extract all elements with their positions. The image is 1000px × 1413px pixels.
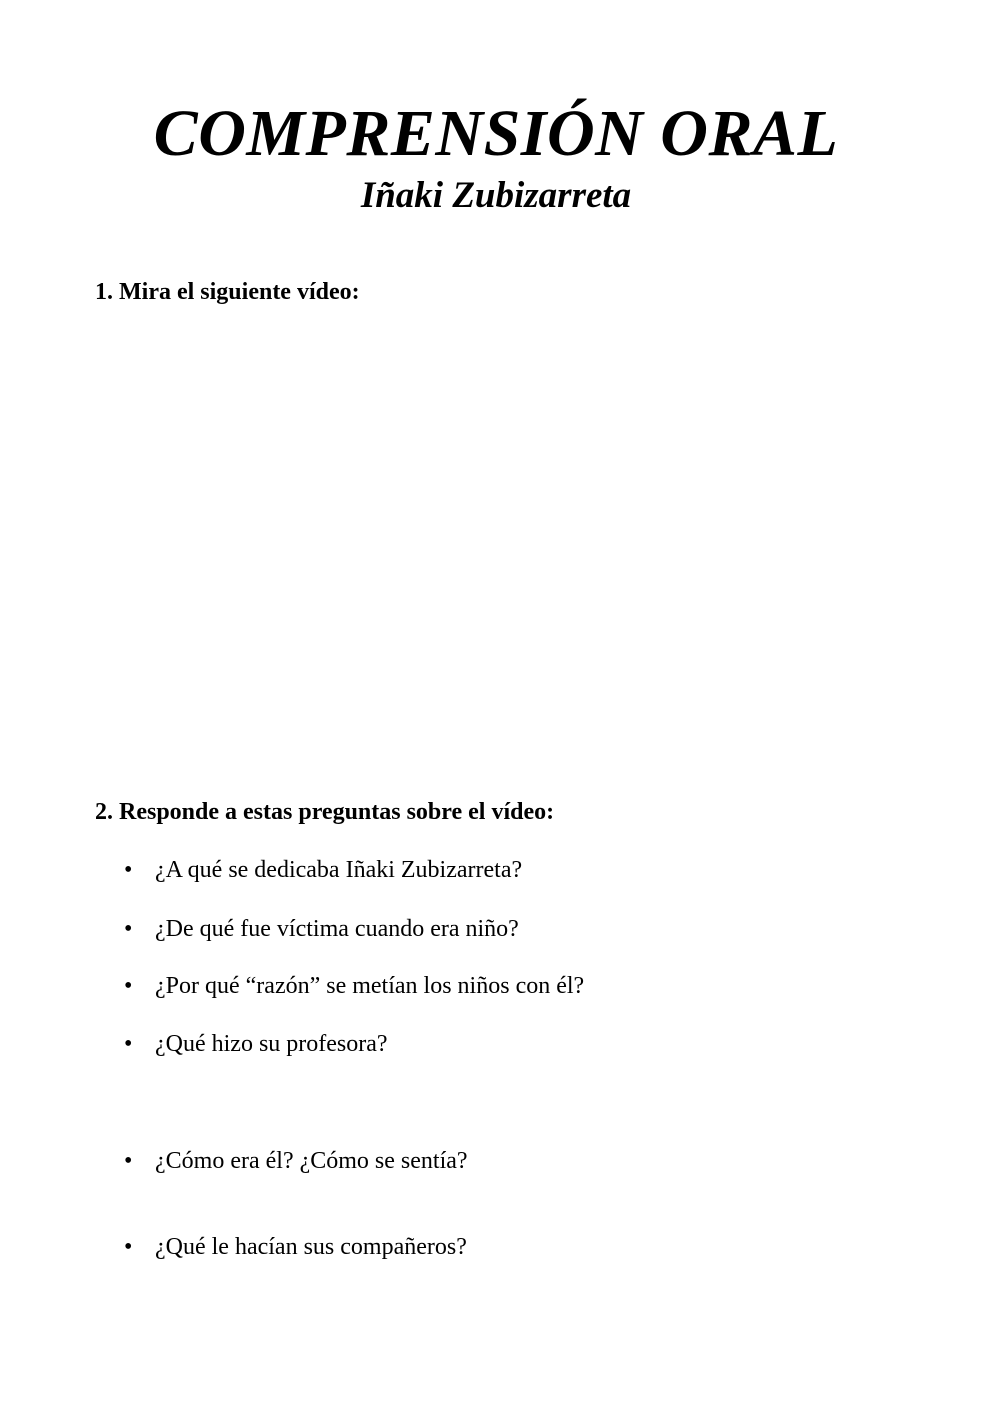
- page-subtitle: Iñaki Zubizarreta: [360, 175, 632, 216]
- question-item: [124, 971, 584, 1001]
- question-item: [124, 914, 519, 944]
- bullet-icon: •: [124, 973, 133, 999]
- bullet-icon: •: [124, 916, 133, 942]
- question-text: ¿Qué hizo su profesora?: [155, 1031, 388, 1057]
- question-text: ¿A qué se dedicaba Iñaki Zubizarreta?: [155, 857, 523, 883]
- question-item: [124, 1029, 388, 1059]
- bullet-icon: •: [124, 857, 133, 883]
- question-text: ¿Cómo era él? ¿Cómo se sentía?: [155, 1148, 468, 1174]
- question-item: [124, 1232, 467, 1262]
- bullet-icon: •: [124, 1031, 133, 1057]
- question-text: ¿Qué le hacían sus compañeros?: [155, 1234, 467, 1260]
- question-item: [124, 855, 522, 885]
- question-text: ¿Por qué “razón” se metían los niños con él?: [155, 973, 585, 999]
- bullet-icon: •: [124, 1148, 133, 1174]
- video-placeholder[interactable]: [95, 320, 905, 770]
- bullet-icon: •: [124, 1234, 133, 1260]
- question-text: ¿De qué fue víctima cuando era niño?: [155, 916, 519, 942]
- page-title: COMPRENSIÓN ORAL: [153, 97, 839, 170]
- section-1-heading: 1. Mira el siguiente vídeo:: [95, 279, 360, 305]
- section-2-heading: 2. Responde a estas preguntas sobre el vídeo:: [95, 799, 555, 825]
- question-item: [124, 1146, 468, 1176]
